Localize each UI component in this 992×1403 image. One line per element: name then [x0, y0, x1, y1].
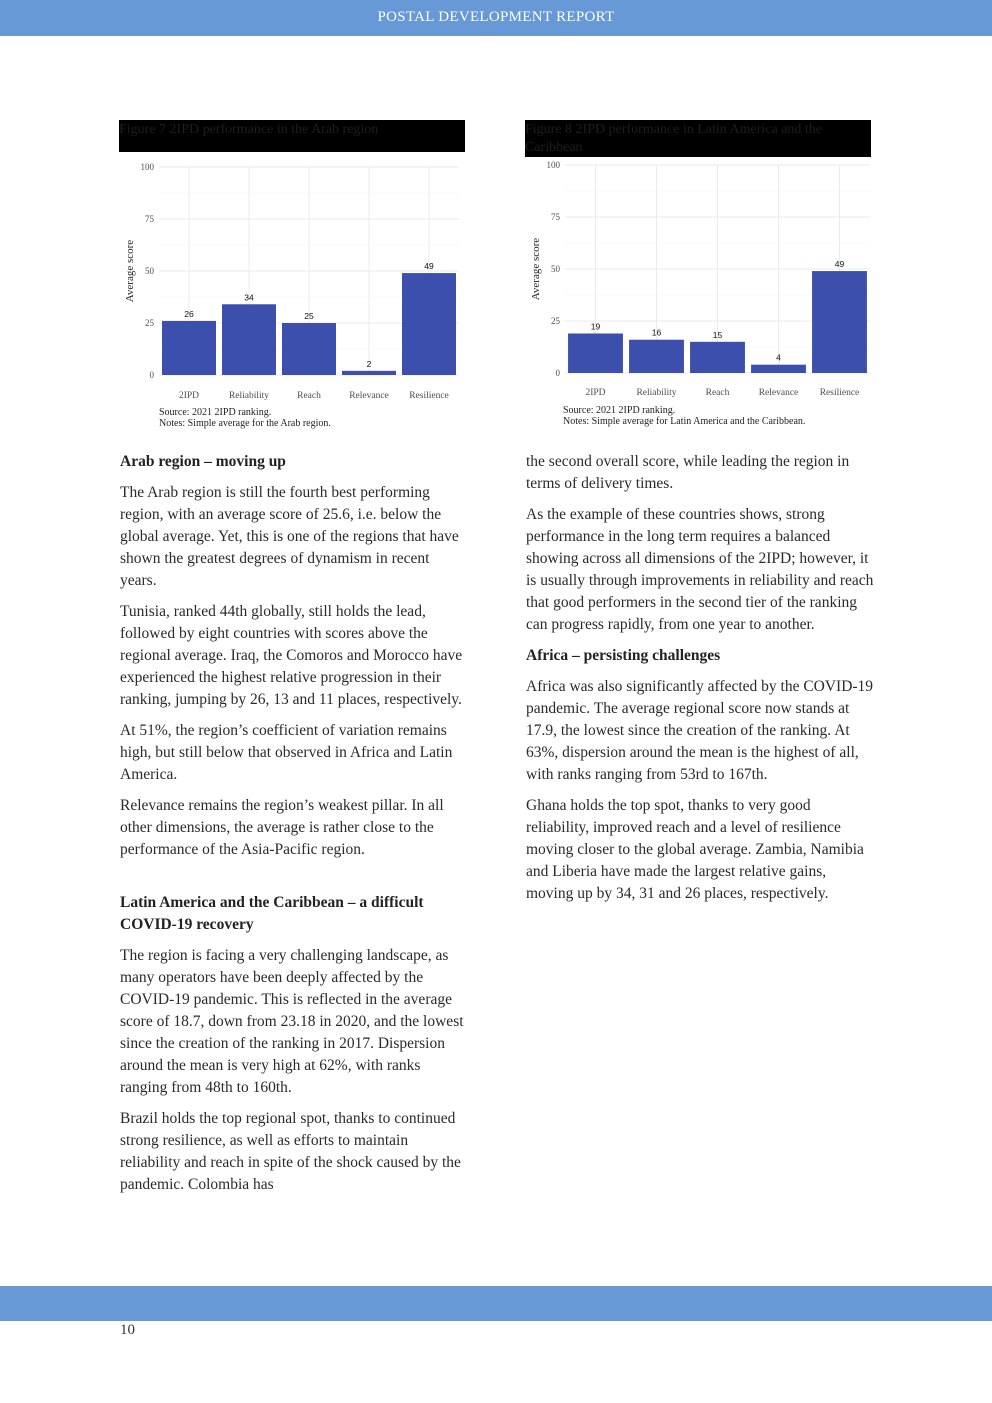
y-tick-label: 75 — [551, 212, 560, 222]
bar — [162, 321, 216, 375]
source-text: Source: 2021 2IPD ranking. — [563, 405, 676, 416]
bar — [690, 342, 745, 373]
bar-chart-latin-america — [525, 120, 875, 410]
africa-section-heading: Africa – persisting challenges — [526, 647, 721, 664]
y-tick-label: 25 — [551, 316, 560, 326]
data-label: 49 — [424, 261, 434, 272]
bar — [568, 333, 623, 373]
y-tick-label: 50 — [145, 266, 154, 276]
y-tick-label: 0 — [555, 368, 560, 378]
paragraph: As the example of these countries shows, strong performance in the long term requires a balanced showing across all dimensions of the 2IPD; however, it is usually through improvements in reliability and reach that good performers in the second tier of the ranking can progress rapidly, from one year to another. — [526, 506, 874, 633]
report-title: POSTAL DEVELOPMENT REPORT — [377, 9, 615, 25]
latin-america-section-heading: Latin America and the Caribbean – a difficult COVID-19 recovery — [120, 894, 424, 933]
y-tick-label: 75 — [145, 214, 154, 224]
data-label: 16 — [651, 327, 662, 338]
x-tick-label: 2IPD — [178, 391, 200, 401]
x-tick-label: Relevance — [758, 388, 799, 398]
x-tick-label: Resilience — [819, 388, 860, 398]
figure-caption: Figure 7 2IPD performance in the Arab region — [119, 120, 465, 152]
y-axis-label: Average score — [530, 237, 542, 301]
paragraph: At 51%, the region’s coefficient of variation remains high, but still below that observed in Africa and Latin America. — [120, 722, 453, 783]
figure-arab-region — [119, 120, 469, 435]
page-number: 10 — [120, 1322, 135, 1338]
y-axis-label: Average score — [124, 239, 136, 303]
report-header-bar — [0, 0, 992, 36]
data-label: 2 — [366, 358, 372, 369]
data-label: 25 — [304, 311, 314, 321]
data-label: 19 — [590, 321, 601, 332]
arab-section-heading: Arab region – moving up — [120, 453, 286, 470]
figure-source — [563, 405, 805, 427]
x-tick-label: Reach — [297, 391, 321, 401]
paragraph: The Arab region is still the fourth best performing region, with an average score of 25.6, i.e. below the global average. Yet, this is one of the regions that have shown the greatest degrees of dynamism in recent years. — [120, 484, 459, 589]
data-label: 4 — [776, 352, 781, 363]
data-label: 49 — [834, 259, 845, 270]
left-column — [120, 451, 468, 1205]
right-column — [526, 451, 874, 914]
y-tick-label: 0 — [149, 370, 154, 380]
notes-text: Notes: Simple average for Latin America and the Caribbean. — [563, 416, 806, 427]
x-tick-label: Reach — [705, 388, 730, 398]
paragraph: Africa was also significantly affected by the COVID-19 pandemic. The average regional score now stands at 17.9, the lowest since the creation of the ranking. At 63%, dispersion around the mean is the highest of all, with ranks ranging from 53rd to 167th. — [526, 678, 874, 783]
paragraph: the second overall score, while leading the region in terms of delivery times. — [526, 453, 850, 492]
bar — [282, 323, 336, 375]
bar — [402, 273, 456, 375]
y-tick-label: 50 — [551, 264, 560, 274]
bar — [222, 304, 276, 375]
x-tick-label: Reliability — [636, 388, 677, 398]
source-text: Source: 2021 2IPD ranking. — [159, 407, 272, 418]
bar — [812, 271, 867, 373]
bar — [751, 365, 806, 373]
figure-caption: Figure 8 2IPD performance in Latin America and the Caribbean — [525, 120, 871, 157]
figure-latin-america-region — [525, 120, 875, 435]
data-label: 34 — [244, 292, 254, 303]
figure-source — [159, 407, 331, 429]
paragraph: Relevance remains the region’s weakest pillar. In all other dimensions, the average is rather close to the performance of the Asia-Pacific region. — [120, 797, 444, 858]
bar — [342, 371, 396, 375]
footer-bar — [0, 1286, 992, 1321]
y-tick-label: 25 — [145, 318, 154, 328]
paragraph: Ghana holds the top spot, thanks to very good reliability, improved reach and a level of resilience moving closer to the global average. Zambia, Namibia and Liberia have made the largest relative gains, moving up by 34, 31 and 26 places, respectively. — [526, 797, 864, 902]
y-tick-label: 100 — [546, 160, 560, 170]
bar — [629, 340, 684, 373]
bar-chart-arab — [119, 120, 469, 410]
notes-text: Notes: Simple average for the Arab region. — [159, 418, 331, 429]
x-tick-label: Relevance — [349, 391, 389, 401]
y-tick-label: 100 — [140, 162, 154, 172]
x-tick-label: Resilience — [409, 391, 449, 401]
data-label: 26 — [184, 308, 194, 319]
x-tick-label: Reliability — [228, 391, 270, 401]
paragraph: Tunisia, ranked 44th globally, still holds the lead, followed by eight countries with scores above the regional average. Iraq, the Comoros and Morocco have experienced the highest relative progression in their ranking, jumping by 26, 13 and 11 places, respectively. — [120, 603, 463, 708]
x-tick-label: 2IPD — [585, 388, 606, 398]
paragraph: The region is facing a very challenging landscape, as many operators have been deeply affected by the COVID-19 pandemic. This is reflected in the average score of 18.7, down from 23.18 in 2020, and the lowest since the creation of the ranking in 2017. Dispersion around the mean is very high at 62%, with ranks ranging from 48th to 160th. — [120, 947, 464, 1096]
paragraph: Brazil holds the top regional spot, thanks to continued strong resilience, as well as efforts to maintain reliability and reach in spite of the shock caused by the pandemic. Colombia has — [120, 1110, 461, 1193]
data-label: 15 — [712, 329, 723, 340]
